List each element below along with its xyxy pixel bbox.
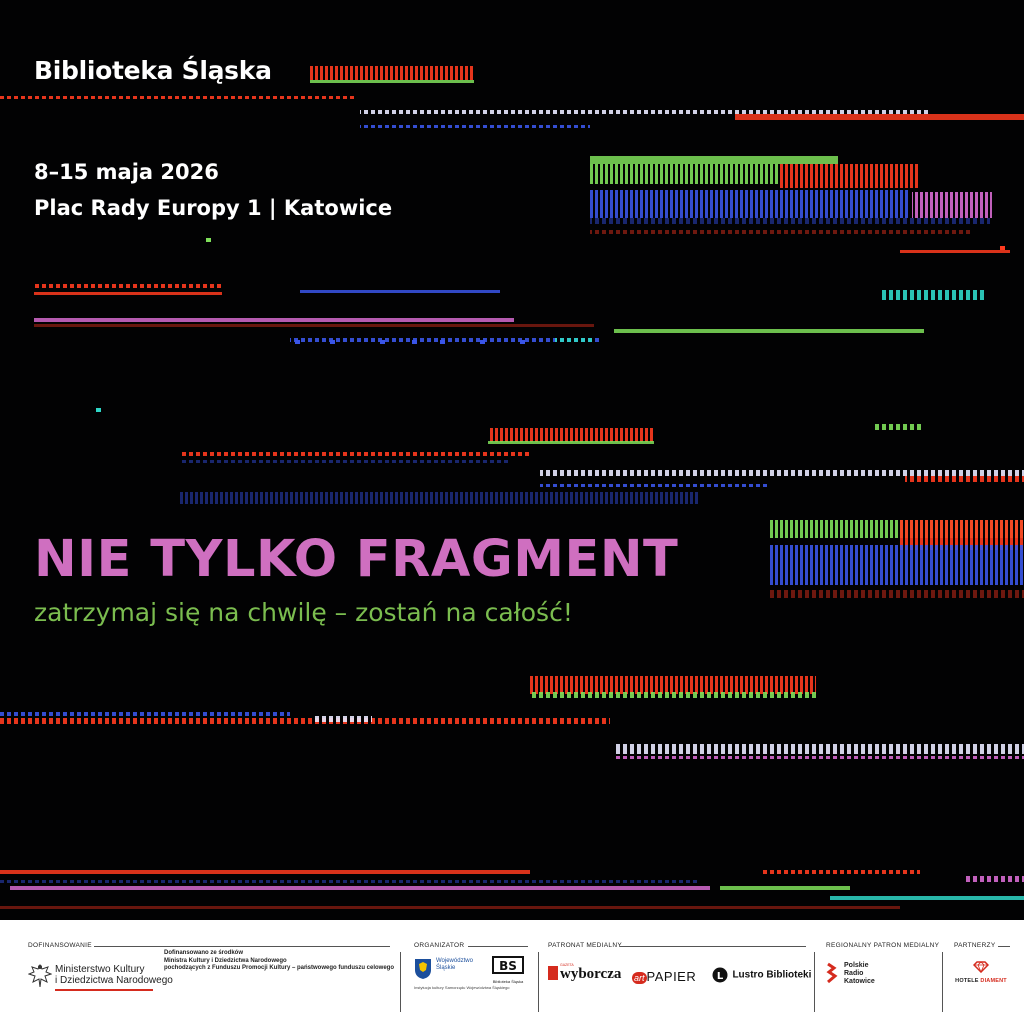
glitch-streak [310, 80, 474, 83]
glitch-streak [590, 230, 970, 234]
glitch-streak [830, 896, 1024, 900]
funding-note: Dofinansowano ze środków Ministra Kultury i Dziedzictwa Narodowego pochodzących z Funduszu Promocji Kultury – państwowego funduszu celowego [164, 950, 395, 971]
sponsor-footer [0, 920, 1024, 1024]
glitch-streak [34, 292, 222, 295]
glitch-streak [780, 164, 918, 188]
media-section: PATRONAT MEDIALNY GAZETA wyborcza art PAPIER L Lustro Biblioteki [548, 942, 812, 984]
regional-label: REGIONALNY PATRON MEDIALNY [826, 942, 940, 949]
glitch-streak [720, 886, 850, 890]
glitch-dot [520, 340, 525, 344]
glitch-dot [380, 340, 385, 344]
hotele-diament-logo: HOTELE DIAMENT [952, 960, 1010, 984]
glitch-streak [760, 870, 920, 874]
glitch-dot [295, 340, 300, 344]
glitch-dot [480, 340, 485, 344]
glitch-streak [360, 125, 590, 128]
event-date: 8–15 maja 2026 [34, 160, 219, 184]
glitch-streak [770, 590, 1024, 598]
organizer-label: ORGANIZATOR [414, 942, 465, 949]
glitch-streak [590, 156, 838, 164]
funding-divider [94, 946, 390, 947]
glitch-streak [555, 338, 595, 342]
coat-of-arms-icon [414, 958, 432, 980]
glitch-dot [96, 408, 101, 412]
library-name: Biblioteka Śląska [492, 979, 524, 984]
glitch-streak [0, 906, 900, 909]
glitch-streak [180, 460, 510, 463]
organizer-note: Instytucja kultury Samorządu Województwa Śląskiego [414, 985, 510, 990]
glitch-streak [735, 114, 1024, 120]
glitch-streak [590, 190, 910, 218]
svg-text:BS: BS [499, 959, 517, 973]
glitch-streak [312, 716, 372, 722]
bs-logo-icon [492, 956, 524, 974]
glitch-streak [614, 329, 924, 333]
regional-section [826, 920, 940, 1024]
funding-label: DOFINANSOWANIE [28, 942, 92, 949]
funding-section [28, 920, 395, 1024]
glitch-streak [34, 284, 222, 288]
divider [400, 952, 401, 1012]
glitch-streak [488, 428, 654, 442]
eagle-icon [28, 962, 52, 990]
glitch-streak [180, 452, 530, 456]
glitch-streak [614, 756, 1024, 759]
ministry-red-line [55, 989, 153, 991]
divider [814, 952, 815, 1012]
glitch-streak [488, 441, 654, 444]
glitch-streak [0, 880, 700, 883]
glitch-streak [34, 318, 514, 322]
glitch-streak [34, 324, 594, 327]
partners-label: PARTNERZY [954, 942, 996, 949]
glitch-streak [310, 66, 474, 80]
lustro-mark-icon [712, 967, 728, 983]
glitch-streak [590, 218, 990, 224]
library-logo [492, 956, 524, 984]
divider [538, 952, 539, 1012]
divider [942, 952, 943, 1012]
ministry-name-line2: i Dziedzictwa Narodowego [55, 975, 173, 986]
svg-text:L: L [716, 970, 724, 982]
glitch-streak [180, 492, 700, 504]
brand-title: Biblioteka Śląska [34, 56, 272, 85]
partners-divider [998, 946, 1010, 947]
glitch-streak [0, 712, 290, 716]
glitch-dot [412, 340, 417, 344]
glitch-streak [770, 545, 1024, 585]
ministry-name-line1: Ministerstwo Kultury [55, 964, 145, 975]
artpapier-logo: art PAPIER [634, 969, 697, 984]
glitch-streak [880, 290, 984, 300]
partners-section [952, 920, 1012, 1024]
glitch-streak [0, 96, 355, 99]
glitch-streak [966, 876, 1024, 882]
glitch-streak [530, 676, 816, 694]
tagline: zatrzymaj się na chwilę – zostań na całość! [34, 598, 573, 627]
glitch-streak [614, 744, 1024, 754]
radio-mark-icon [826, 962, 840, 984]
glitch-streak [300, 290, 500, 293]
glitch-streak [540, 470, 1024, 476]
glitch-streak [590, 164, 780, 184]
glitch-streak [905, 476, 1024, 482]
voivodeship-line2: Śląskie [436, 965, 456, 971]
organizer-divider [468, 946, 528, 947]
glitch-streak [872, 424, 922, 430]
diamond-icon [973, 961, 989, 973]
glitch-streak [360, 110, 930, 114]
glitch-streak [540, 484, 770, 487]
lustro-logo: L Lustro Biblioteki [712, 966, 811, 984]
media-label: PATRONAT MEDIALNY [548, 942, 622, 949]
glitch-streak [530, 692, 816, 698]
glitch-dot [440, 340, 445, 344]
polskie-radio-logo: Polskie Radio Katowice [826, 962, 840, 989]
glitch-dot [1000, 246, 1005, 250]
glitch-streak [0, 718, 610, 724]
organizer-section [414, 920, 530, 1024]
voivodeship-line1: Województwo [436, 958, 473, 964]
glitch-streak [10, 886, 710, 890]
glitch-streak [900, 250, 1010, 253]
glitch-dot [206, 238, 211, 242]
headline: NIE TYLKO FRAGMENT [34, 530, 679, 589]
wyborcza-mark-icon [548, 966, 558, 980]
media-divider [620, 946, 806, 947]
event-place: Plac Rady Europy 1 | Katowice [34, 196, 393, 220]
glitch-streak [912, 192, 992, 218]
voivodeship-logo [414, 958, 473, 985]
ministry-logo [28, 962, 173, 995]
glitch-streak [0, 870, 530, 874]
glitch-dot [330, 340, 335, 344]
